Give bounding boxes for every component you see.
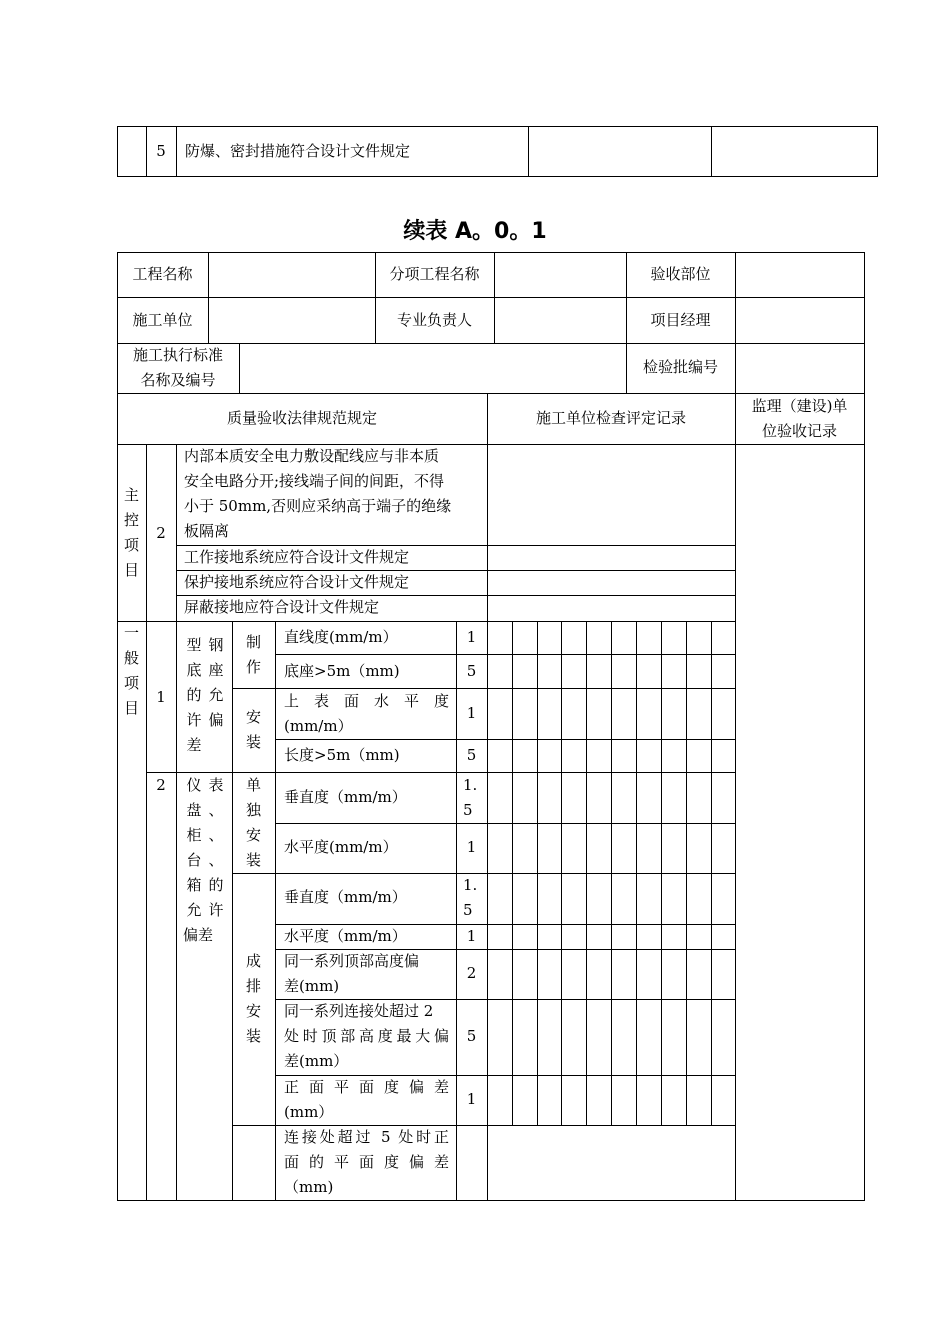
label-unit-check: 施工单位检查评定记录	[535, 409, 686, 427]
g1-name-char: 钢	[208, 636, 224, 654]
main-control-char: 项	[123, 536, 139, 554]
g2-name-char: 、	[208, 851, 224, 869]
g2-row-install-char: 安	[245, 1002, 261, 1020]
g2-item-val: 2	[466, 964, 477, 982]
g2-item-text: 水平度（mm/m）	[284, 927, 407, 945]
label-supervisor-line1: 监理（建设)单	[751, 397, 848, 415]
general-g2-num: 2	[156, 776, 166, 794]
g2-row-install-char: 装	[245, 1027, 261, 1045]
g1-item-text-line: (mm/m）	[284, 717, 353, 735]
g2-item-text: 垂直度（mm/m）	[284, 788, 407, 806]
main-control-item-line: 板隔离	[184, 522, 230, 540]
label-acceptance-part: 验收部位	[650, 265, 711, 283]
label-project-manager: 项目经理	[650, 311, 711, 329]
main-control-num: 2	[156, 524, 166, 542]
label-sub-project-name: 分项工程名称	[389, 265, 480, 283]
label-construction-unit: 施工单位	[132, 311, 193, 329]
g1-name-char: 偏	[208, 711, 224, 729]
g2-item-text	[284, 1075, 449, 1125]
main-control-item-line: 小于 50mm,否则应采纳高于端子的绝缘	[184, 497, 452, 515]
general-g1-num: 1	[156, 688, 166, 706]
g1-item-val: 5	[466, 746, 477, 764]
g2-name-char: 许	[208, 901, 224, 919]
g2-item-val: 1	[466, 927, 477, 945]
g1-name-char: 差	[186, 736, 202, 754]
g1-item-val: 5	[466, 662, 477, 680]
general-char: 一	[123, 624, 139, 642]
general-char: 项	[123, 674, 139, 692]
label-professional-lead: 专业负责人	[396, 311, 472, 329]
g2-name-char: 允	[186, 901, 202, 919]
g2-name-char: 柜	[186, 826, 202, 844]
g1-item-text	[284, 689, 449, 739]
g1-item-val: 1	[466, 704, 477, 722]
g2-item-text-line: 处时顶部高度最大偏	[284, 1027, 449, 1045]
g2-item-val-line: 5	[463, 801, 473, 819]
label-project-name: 工程名称	[132, 265, 193, 283]
g2-name-char: 盘	[186, 801, 202, 819]
main-control-char: 主	[123, 486, 139, 504]
g2-row-install-char: 成	[245, 952, 261, 970]
g2-item-val: 5	[466, 1027, 477, 1045]
g2-item-val	[463, 873, 487, 923]
g2-single-char: 单	[245, 776, 261, 794]
g1-make-char: 制	[245, 633, 261, 651]
page-title: 续表 A。0。1	[403, 219, 547, 244]
main-control-item-line: 内部本质安全电力敷设配线应与非本质	[184, 447, 440, 465]
main-control-item-line: 安全电路分开;接线端子间的间距，不得	[184, 472, 445, 490]
g1-name-char: 的	[186, 686, 202, 704]
g2-item-text-line: 连接处超过 5 处时正	[284, 1128, 449, 1146]
general-g2-row-install	[232, 949, 275, 1049]
label-batch-number: 检验批编号	[642, 358, 718, 376]
g1-item-val: 1	[466, 628, 477, 646]
general-label	[117, 621, 146, 721]
main-control-char: 目	[123, 561, 139, 579]
g2-name-last: 偏差	[183, 926, 214, 944]
g2-single-char: 独	[245, 801, 261, 819]
g2-single-char: 装	[245, 851, 261, 869]
g1-item-text: 长度>5m（mm)	[284, 746, 400, 764]
g1-item-text-line: 上 表 面 水 平 度	[284, 692, 449, 710]
g2-name-char: 、	[208, 826, 224, 844]
g2-row-install-char: 排	[245, 977, 261, 995]
general-char: 目	[123, 699, 139, 717]
label-supervisor	[735, 394, 864, 444]
label-standard	[117, 343, 239, 393]
general-g2-single	[232, 773, 275, 873]
general-g1-make	[232, 630, 275, 680]
top-row-num: 5	[156, 142, 166, 160]
g1-name-char: 底	[186, 661, 202, 679]
g2-item-text: 水平度(mm/m）	[284, 838, 398, 856]
g2-item-text	[284, 999, 454, 1074]
main-control-row: 屏蔽接地应符合设计文件规定	[184, 598, 380, 616]
general-g1-install	[232, 705, 275, 755]
g1-name-char: 座	[208, 661, 224, 679]
general-g2-name	[183, 773, 227, 948]
top-row-text: 防爆、密封措施符合设计文件规定	[185, 142, 411, 160]
g2-item-text-line: 差(mm)	[284, 977, 340, 995]
g2-item-text-line: 同一系列连接处超过 2	[284, 1002, 434, 1020]
g2-item-val-line: 5	[463, 901, 473, 919]
g1-name-char: 允	[208, 686, 224, 704]
g1-item-text: 底座>5m（mm)	[284, 662, 400, 680]
g2-name-char: 台	[186, 851, 202, 869]
label-standard-line2: 名称及编号	[140, 371, 216, 389]
main-control-char: 控	[123, 511, 139, 529]
main-control-row: 保护接地系统应符合设计文件规定	[184, 573, 410, 591]
g2-item-text-line: 差(mm）	[284, 1052, 349, 1070]
g2-item-val-line: 1.	[463, 876, 478, 894]
g2-item-text-line: (mm）	[284, 1103, 334, 1121]
g1-name-char: 型	[186, 636, 202, 654]
g2-item-text-line: 同一系列顶部高度偏	[284, 952, 420, 970]
g2-item-text: 垂直度（mm/m）	[284, 888, 407, 906]
g2-name-char: 、	[208, 801, 224, 819]
g2-name-char: 仪	[186, 776, 202, 794]
label-quality-rule: 质量验收法律规范规定	[226, 409, 377, 427]
label-standard-line1: 施工执行标准	[132, 346, 223, 364]
g2-item-text-line: （mm)	[284, 1178, 334, 1196]
g2-item-text	[284, 1125, 449, 1200]
g1-item-text: 直线度(mm/m）	[284, 628, 398, 646]
general-char: 般	[123, 649, 139, 667]
g2-item-text	[284, 949, 454, 999]
g1-name-char: 许	[186, 711, 202, 729]
g2-item-text-line: 面 的 平 面 度 偏 差	[284, 1153, 449, 1171]
general-g1-name	[183, 633, 227, 758]
g1-install-char: 装	[245, 733, 261, 751]
main-control-item	[184, 444, 484, 544]
g2-single-char: 安	[245, 826, 261, 844]
g2-name-char: 表	[208, 776, 224, 794]
g2-name-char: 的	[208, 876, 224, 894]
label-supervisor-line2: 位验收记录	[761, 422, 837, 440]
g1-install-char: 安	[245, 708, 261, 726]
g2-item-val	[463, 773, 487, 823]
g2-item-val: 1	[466, 838, 477, 856]
main-control-label	[117, 483, 146, 583]
main-control-row: 工作接地系统应符合设计文件规定	[184, 548, 410, 566]
g1-make-char: 作	[245, 658, 261, 676]
g2-item-text-line: 正 面 平 面 度 偏 差	[284, 1078, 449, 1096]
g2-item-val-line: 1.	[463, 776, 478, 794]
g2-item-val: 1	[466, 1090, 477, 1108]
g2-name-char: 箱	[186, 876, 202, 894]
